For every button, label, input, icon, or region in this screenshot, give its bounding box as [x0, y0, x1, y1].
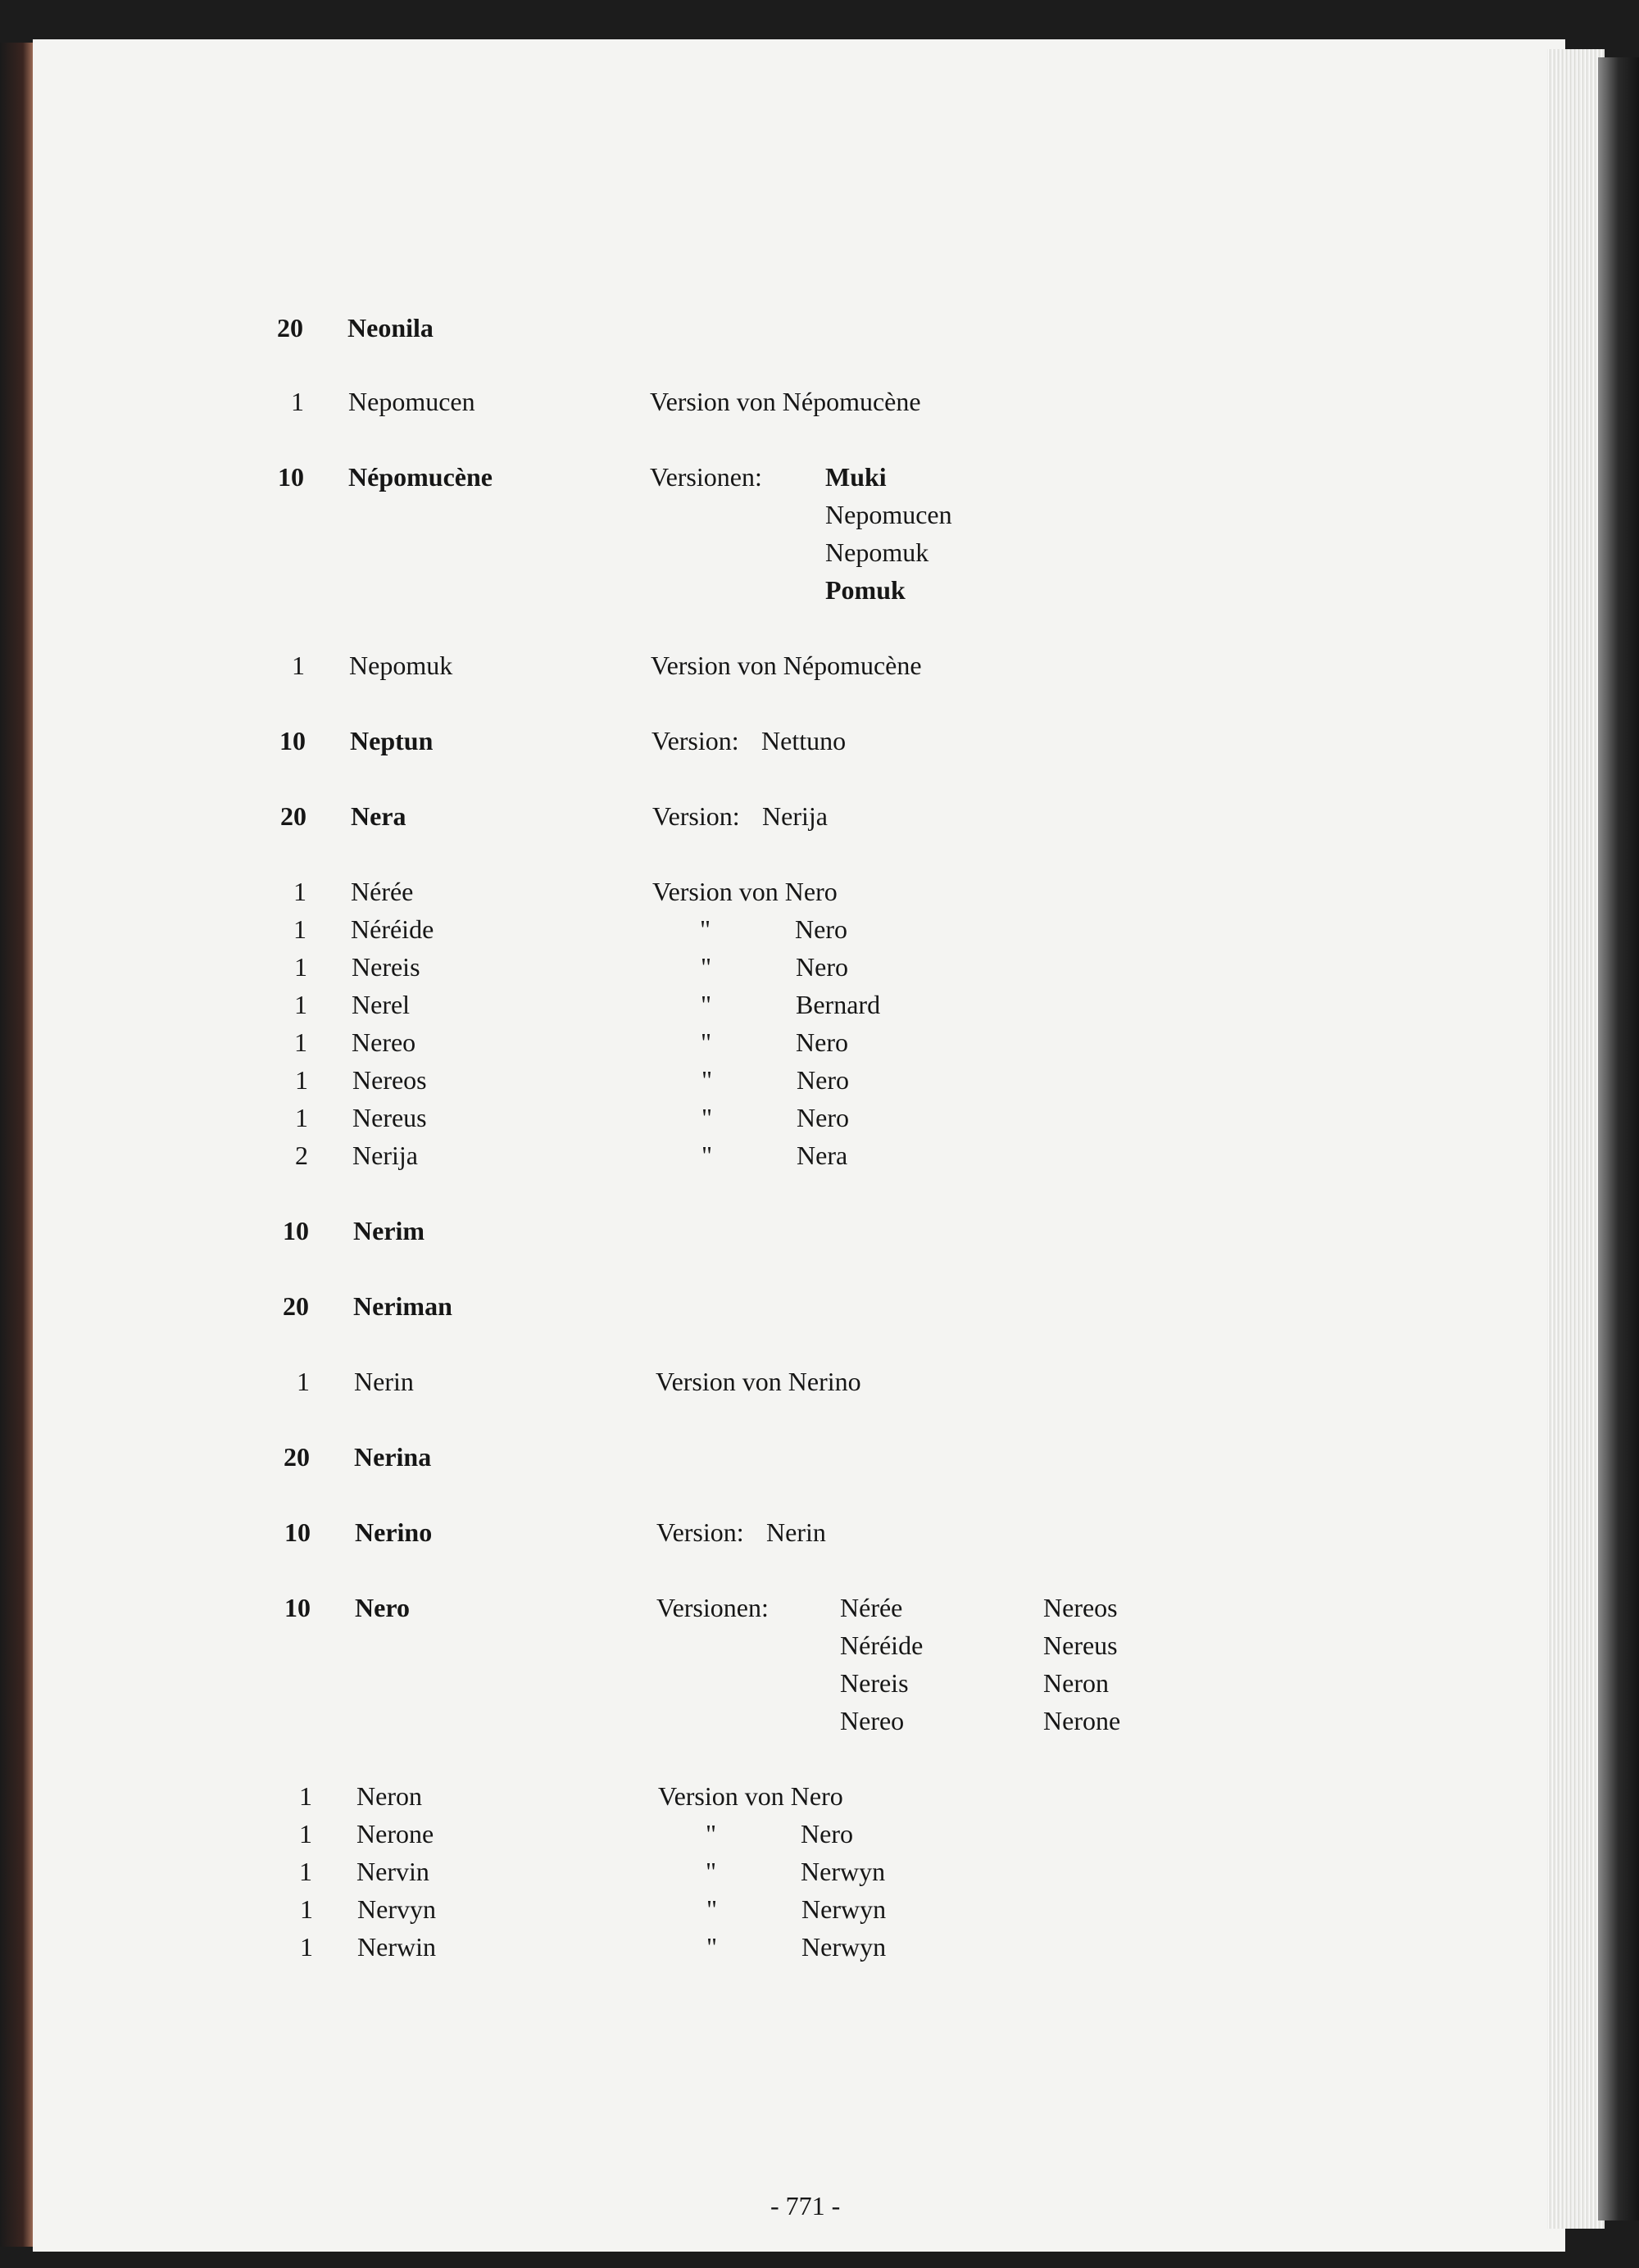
entry-count: 10 — [284, 1593, 311, 1622]
version-value: Nerwyn — [801, 1894, 887, 1924]
entry-version-label: Version: — [652, 726, 739, 755]
entry-version-label: Version von Nero — [652, 877, 838, 906]
entry-count: 1 — [300, 1894, 313, 1924]
version-value: Neron — [1043, 1668, 1109, 1698]
version-value: Nero — [797, 1065, 849, 1095]
entry-count: 10 — [278, 462, 304, 492]
entry-version-label: Version: — [652, 801, 740, 831]
version-value: Muki — [825, 462, 887, 492]
entry-version-label: Version von Népomucène — [650, 387, 921, 416]
entry-count: 1 — [293, 877, 306, 906]
entry-count: 1 — [295, 1065, 308, 1095]
entry-name: Nereis — [352, 952, 420, 982]
version-value: Nettuno — [761, 726, 847, 755]
entry-name: Néréide — [351, 914, 434, 944]
entry-name: Nepomuk — [349, 651, 453, 680]
version-value: Nereos — [1043, 1593, 1118, 1622]
entry-name: Nerim — [353, 1216, 425, 1245]
version-value: Pomuk — [825, 575, 906, 605]
entry-name: Nero — [355, 1593, 410, 1622]
version-value: Nerin — [766, 1517, 826, 1547]
version-value: Nereus — [1043, 1631, 1118, 1660]
version-value: Nerone — [1043, 1706, 1121, 1735]
version-value: Nero — [795, 914, 847, 944]
ditto-mark: " — [701, 1103, 713, 1132]
version-value: Nero — [797, 1103, 849, 1132]
ditto-mark: " — [701, 990, 712, 1019]
entry-count: 1 — [291, 387, 304, 416]
entry-name: Neriman — [353, 1291, 452, 1321]
version-value: Nerija — [762, 801, 828, 831]
version-value: Nera — [797, 1141, 848, 1170]
version-value: Nerwyn — [801, 1932, 887, 1962]
version-value: Nero — [796, 952, 848, 982]
entry-version-label: Version: — [656, 1517, 744, 1547]
entry-count: 1 — [300, 1932, 313, 1962]
entry-name: Nervyn — [357, 1894, 436, 1924]
entry-name: Neron — [356, 1781, 422, 1811]
entry-name: Nereos — [352, 1065, 427, 1095]
entry-name: Neptun — [350, 726, 434, 755]
entry-count: 1 — [292, 651, 305, 680]
ditto-mark: " — [701, 1141, 713, 1170]
version-value: Bernard — [796, 990, 881, 1019]
entry-name: Nerino — [355, 1517, 433, 1547]
page-number: - 771 - — [770, 2191, 841, 2220]
entry-version-label: Versionen: — [656, 1593, 769, 1622]
entry-count: 1 — [299, 1857, 312, 1886]
ditto-mark: " — [701, 1065, 713, 1095]
ditto-mark: " — [706, 1857, 717, 1886]
entry-name: Nerina — [354, 1442, 432, 1472]
version-value: Nerwyn — [801, 1857, 886, 1886]
ditto-mark: " — [701, 952, 712, 982]
entry-count: 20 — [284, 1442, 310, 1472]
entry-name: Nereo — [352, 1027, 416, 1057]
page-stack-edge — [1547, 49, 1605, 2229]
entry-name: Nerone — [356, 1819, 434, 1848]
ditto-mark: " — [700, 914, 711, 944]
entry-version-label: Version von Nerino — [656, 1367, 861, 1396]
entry-count: 20 — [280, 801, 306, 831]
entry-name: Nervin — [356, 1857, 429, 1886]
entry-count: 1 — [299, 1781, 312, 1811]
ditto-mark: " — [706, 1819, 717, 1848]
entry-count: 10 — [279, 726, 306, 755]
entry-count: 10 — [283, 1216, 309, 1245]
entry-name: Nerija — [352, 1141, 418, 1170]
entry-count: 10 — [284, 1517, 311, 1547]
entry-name: Neonila — [347, 313, 434, 342]
version-value: Néréide — [840, 1631, 924, 1660]
version-value: Nero — [796, 1027, 848, 1057]
entry-count: 20 — [277, 313, 303, 342]
entry-version-label: Version von Nero — [658, 1781, 843, 1811]
entry-count: 1 — [299, 1819, 312, 1848]
ditto-mark: " — [706, 1932, 718, 1962]
entry-count: 1 — [294, 1027, 307, 1057]
entry-count: 1 — [297, 1367, 310, 1396]
entry-count: 20 — [283, 1291, 309, 1321]
entry-name: Nerel — [352, 990, 411, 1019]
ditto-mark: " — [701, 1027, 712, 1057]
entry-version-label: Versionen: — [650, 462, 762, 492]
book-cover-edge — [0, 43, 33, 2247]
entry-count: 1 — [294, 990, 307, 1019]
entry-count: 1 — [294, 952, 307, 982]
version-value: Nereo — [840, 1706, 905, 1735]
page-stack-shadow — [1598, 57, 1639, 2220]
entry-name: Nepomucen — [348, 387, 475, 416]
version-value: Nérée — [840, 1593, 903, 1622]
entry-name: Nerin — [354, 1367, 414, 1396]
version-value: Nereis — [840, 1668, 909, 1698]
entry-name: Népomucène — [348, 462, 493, 492]
entry-name: Nera — [351, 801, 406, 831]
version-value: Nepomuk — [825, 538, 929, 567]
entry-version-label: Version von Népomucène — [651, 651, 922, 680]
entry-name: Nerwin — [357, 1932, 436, 1962]
entry-name: Nérée — [351, 877, 414, 906]
entry-count: 2 — [295, 1141, 308, 1170]
version-value: Nepomucen — [825, 500, 952, 529]
entry-name: Nereus — [352, 1103, 427, 1132]
entry-count: 1 — [293, 914, 306, 944]
entry-count: 1 — [295, 1103, 308, 1132]
ditto-mark: " — [706, 1894, 718, 1924]
version-value: Nero — [801, 1819, 853, 1848]
